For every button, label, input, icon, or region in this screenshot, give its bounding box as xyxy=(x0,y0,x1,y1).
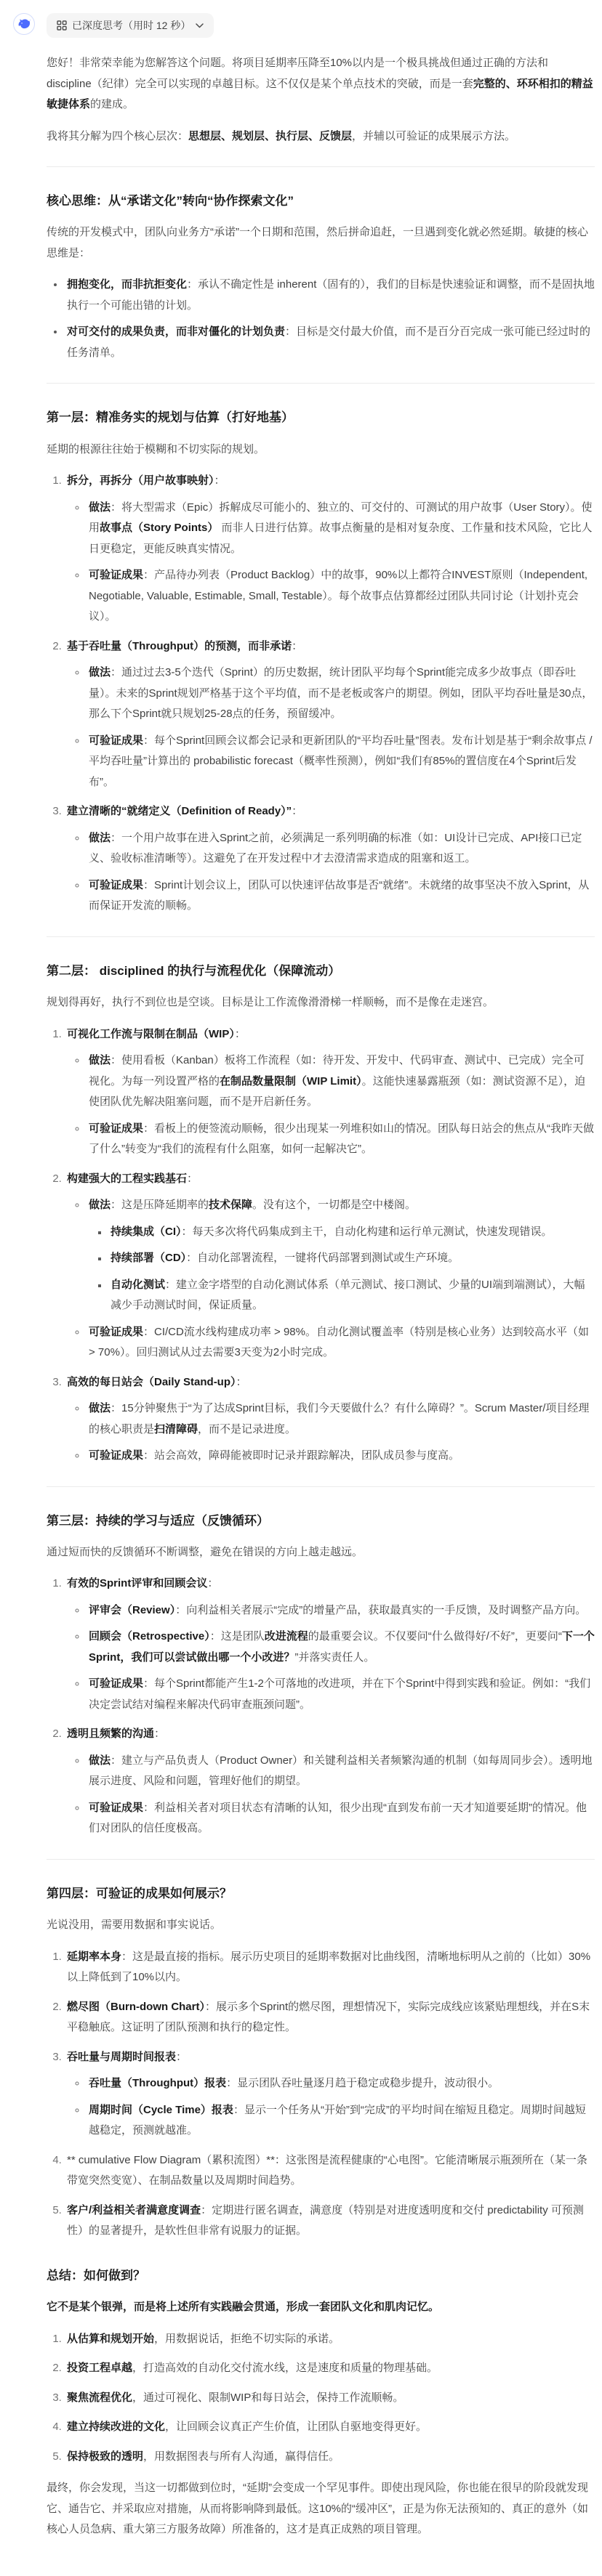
paragraph xyxy=(47,440,595,461)
list-item xyxy=(87,1674,595,1715)
text-run: ： xyxy=(234,1027,246,1040)
section-heading xyxy=(47,192,595,211)
list-item xyxy=(87,1195,595,1316)
list-item xyxy=(65,1169,595,1364)
text-run: ：定期进行匿名调查，满意度（特别是对进度透明度和交付 predictability 可预测性）的显著提升，是软性但非常有说服力的证据。 xyxy=(67,2203,584,2237)
bold-text: 燃尽图（Burn-down Chart） xyxy=(67,2000,205,2013)
bold-text: 做法 xyxy=(89,831,111,844)
list-item xyxy=(65,1724,595,1839)
bullet-list xyxy=(47,275,595,363)
bold-text: 做法 xyxy=(89,666,111,679)
chevron-down-icon xyxy=(196,23,204,28)
list-item xyxy=(65,2200,595,2242)
text-run: ：每天多次将代码集成到主干，自动化构建和运行单元测试，快速发现错误。 xyxy=(181,1225,553,1238)
bold-text: 聚焦流程优化 xyxy=(67,2391,133,2404)
text-run: 第三层：持续的学习与适应（反馈循环） xyxy=(47,1513,269,1528)
bullet-list xyxy=(67,498,595,628)
bold-text: 扫清障碍 xyxy=(154,1422,198,1435)
bullet-list xyxy=(67,1600,595,1716)
list-item xyxy=(87,2073,595,2094)
list-item xyxy=(65,2358,595,2379)
text-run: ：这是最直接的指标。展示历史项目的延期率数据对比曲线图，清晰地标明从之前的（比如）30%以上降低到了10%以内。 xyxy=(67,1950,591,1984)
list-item xyxy=(87,498,595,560)
bullet-list xyxy=(67,1398,595,1467)
bold-text: 技术保障 xyxy=(209,1199,253,1212)
text-run: 而非人日进行估算。故事点衡量的是相对复杂度、工作量和技术风险，它比人日更稳定，更能反映真实情况。 xyxy=(89,522,593,555)
section-divider xyxy=(47,166,595,167)
list-item xyxy=(87,828,595,870)
text-run: ”并落实责任人。 xyxy=(294,1650,375,1664)
bold-text: 有效的Sprint评审和回顾会议 xyxy=(67,1577,208,1590)
text-run: ，并辅以可验证的成果展示方法。 xyxy=(352,129,516,142)
bold-text: 可验证成果 xyxy=(89,1325,144,1338)
bold-text: 透明且频繁的沟通 xyxy=(67,1728,155,1741)
section-divider xyxy=(47,383,595,384)
list-item xyxy=(65,2417,595,2438)
list-item xyxy=(65,2150,595,2192)
list-item xyxy=(65,1997,595,2038)
text-run: ： xyxy=(292,639,303,652)
list-item xyxy=(87,875,595,917)
text-run: ：显示团队吞吐量逐月趋于稳定或稳步提升，波动很小。 xyxy=(226,2077,499,2090)
text-run: 最终，你会发现，当这一切都做到位时，“延期”会变成一个罕见事件。即使出现风险，你也能在很早的阶段就发现它、通告它、并采取应对措施，从而将影响降到最低。这10%的“缓冲区”，正是为你无法预知的、真正的意外（如核心人员急病、重大第三方服务故障）所准备的，这才是真正成熟的项目管理。 xyxy=(47,2482,589,2536)
text-run: ，打造高效的自动化交付流水线，这是速度和质量的物理基础。 xyxy=(132,2362,438,2375)
text-run: 光说没用，需要用数据和事实说话。 xyxy=(47,1919,222,1932)
bold-text: 拆分，再拆分（用户故事映射） xyxy=(67,474,214,487)
bold-text: 做法 xyxy=(89,1054,111,1067)
paragraph xyxy=(47,53,595,116)
text-run: ：15分钟聚焦于“为了达成Sprint目标，我们今天要做什么？有什么障碍？”。Scrum Master/项目经理的核心职责是 xyxy=(89,1402,590,1435)
text-run: 。这能快速暴露瓶颈（如：测试资源不足），迫使团队优先解决阻塞问题，而不是开启新任务。 xyxy=(89,1074,586,1109)
bullet-list xyxy=(67,663,595,793)
section-divider xyxy=(47,1859,595,1860)
text-run: 传统的开发模式中，团队向业务方“承诺”一个日期和范围，然后拼命追赶，一旦遇到变化就必然延期。敏捷的核心思维是： xyxy=(47,226,588,259)
text-run: 第四层：可验证的成果如何展示？ xyxy=(47,1886,232,1900)
message-content-column xyxy=(47,13,595,2551)
bold-text: 吞吐量与周期时间报表 xyxy=(67,2050,177,2063)
bold-text: 建立持续改进的文化 xyxy=(67,2421,166,2434)
text-run: ：向利益相关者展示“完成”的增量产品，获取最真实的一手反馈，及时调整产品方向。 xyxy=(175,1603,587,1616)
list-item xyxy=(87,731,595,793)
bold-text: 吞吐量（Throughput）报表 xyxy=(89,2077,227,2090)
text-run: ** cumulative Flow Diagram（累积流图）**：这张图是流程健康的“心电图”。它能清晰展示瓶颈所在（某一条带宽突然变宽）、在制品数量以及周期时间趋势。 xyxy=(67,2153,587,2187)
text-run: ：将大型需求（Epic）拆解成尽可能小的、独立的、可交付的、可测试的用户故事（User Story）。使用 xyxy=(89,501,593,535)
text-run: ： xyxy=(176,2050,188,2063)
list-item xyxy=(65,1947,595,1988)
paragraph xyxy=(47,126,595,147)
section-heading xyxy=(47,962,595,981)
text-run: 的最重要会议。不仅要问“什么做得好/不好”，更要问“ xyxy=(308,1630,562,1643)
list-item xyxy=(65,2047,595,2142)
text-run: 规划得再好，执行不到位也是空谈。目标是让工作流像滑滑梯一样顺畅，而不是像在走迷宫。 xyxy=(47,996,494,1009)
text-run: ，通过可视化、限制WIP和每日站会，保持工作流顺畅。 xyxy=(132,2391,404,2404)
list-item xyxy=(108,1275,595,1316)
bold-text: 自动化测试 xyxy=(111,1278,166,1291)
text-run: ：自动化部署流程，一键将代码部署到测试或生产环境。 xyxy=(186,1252,459,1265)
bold-text: 可验证成果 xyxy=(89,878,144,891)
text-run: ： xyxy=(207,1577,219,1590)
list-item xyxy=(108,1248,595,1269)
list-item xyxy=(65,1372,595,1467)
bullet-list xyxy=(67,1195,595,1364)
list-item xyxy=(65,801,595,917)
list-item xyxy=(87,1050,595,1113)
text-run: ：建立与产品负责人（Product Owner）和关键利益相关者频繁沟通的机制（如每周同步会）。透明地展示进度、风险和问题，管理好他们的期望。 xyxy=(89,1754,593,1788)
text-run: 延期的根源往往始于模糊和不切实际的规划。 xyxy=(47,442,265,455)
text-run: ：产品待办列表（Product Backlog）中的故事，90%以上都符合INVEST原则（Independent, Negotiable, Valuable, Estimable, Small, Testable）。每个故事点估算都经过团队共同讨论（计划扑克会议）。 xyxy=(89,569,588,623)
bullet-list xyxy=(67,1050,595,1160)
paragraph xyxy=(47,992,595,1013)
paragraph xyxy=(47,1915,595,1936)
list-item xyxy=(87,2100,595,2142)
text-run: ： xyxy=(236,1375,247,1388)
bold-text: 可验证成果 xyxy=(89,1122,144,1135)
list-item xyxy=(65,1573,595,1715)
list-item xyxy=(65,1024,595,1160)
text-run: ：Sprint计划会议上，团队可以快速评估故事是否“就绪”。未就绪的故事坚决不放入Sprint，从而保证开发流的顺畅。 xyxy=(89,878,590,912)
bold-text: 可验证成果 xyxy=(89,1449,144,1462)
text-run: ：每个Sprint回顾会议都会记录和更新团队的“平均吞吐量”图表。发布计划是基于“剩余故事点 / 平均吞吐量”计算出的 probabilistic forecast（概率性预测），例如“我们有85%的置信度在4个Sprint后发布”。 xyxy=(89,734,593,788)
bold-text: 周期时间（Cycle Time）报表 xyxy=(89,2103,233,2116)
list-item xyxy=(87,1398,595,1440)
bold-text: 延期率本身 xyxy=(67,1950,122,1963)
text-run: 通过短而快的反馈循环不断调整，避免在错误的方向上越走越远。 xyxy=(47,1545,364,1558)
text-run: ：看板上的便签流动顺畅，很少出现某一列堆积如山的情况。团队每日站会的焦点从“我昨天做了什么”转变为“我们的流程有什么阻塞，如何一起解决它”。 xyxy=(89,1122,595,1156)
bold-text: 做法 xyxy=(89,1402,111,1415)
bold-text: 做法 xyxy=(89,501,111,514)
text-run: 第一层：精准务实的规划与估算（打好地基） xyxy=(47,410,294,425)
text-run: ： xyxy=(187,1172,198,1185)
list-item xyxy=(87,1798,595,1839)
bold-text: 可视化工作流与限制在制品（WIP） xyxy=(67,1027,235,1040)
ordered-list xyxy=(47,1024,595,1467)
bold-text: 持续部署（CD） xyxy=(111,1252,187,1265)
list-item xyxy=(87,1627,595,1668)
bullet-list xyxy=(67,2073,595,2142)
text-run: ：利益相关者对项目状态有清晰的认知，很少出现“直到发布前一天才知道要延期”的情况。他们对团队的信任度极高。 xyxy=(89,1801,587,1835)
deep-think-toggle[interactable] xyxy=(47,13,214,38)
bold-text: 构建强大的工程实践基石 xyxy=(67,1172,188,1185)
text-run: ：一个用户故事在进入Sprint之前，必须满足一系列明确的标准（如：UI设计已完成、API接口已定义、验收标准清晰等）。这避免了在开发过程中才去澄清需求造成的阻塞和返工。 xyxy=(89,831,582,865)
text-run: ：显示一个任务从“开始”到“完成”的平均时间在缩短且稳定。周期时间越短越稳定，预测就越准。 xyxy=(89,2103,586,2137)
bold-text: 拥抱变化，而非抗拒变化 xyxy=(67,278,188,291)
bold-text: 从估算和规划开始 xyxy=(67,2332,155,2345)
list-item xyxy=(108,1222,595,1243)
list-item xyxy=(87,565,595,628)
text-run: ，而不是记录进度。 xyxy=(198,1422,297,1435)
list-item xyxy=(65,471,595,628)
text-run: ：这是团队 xyxy=(209,1630,265,1643)
bold-text: 思想层、规划层、执行层、反馈层 xyxy=(188,129,353,142)
text-run: ：目标是交付最大价值，而不是百分百完成一张可能已经过时的任务清单。 xyxy=(67,325,591,359)
text-run: ：站会高效，障碍能被即时记录并跟踪解决，团队成员参与度高。 xyxy=(143,1449,460,1462)
bold-text: 在制品数量限制（WIP Limit） xyxy=(220,1074,362,1087)
list-item xyxy=(87,1751,595,1792)
paragraph xyxy=(47,2478,595,2540)
text-run: 总结：如何做到？ xyxy=(47,2268,145,2283)
bullet-list xyxy=(67,828,595,917)
bullet-list xyxy=(67,1751,595,1839)
deepseek-whale-icon xyxy=(17,17,31,31)
text-run: ：建立金字塔型的自动化测试体系（单元测试、接口测试、少量的UI端到端测试），大幅减少手动测试时间，保证质量。 xyxy=(111,1278,585,1312)
assistant-avatar xyxy=(13,13,35,35)
text-run: ： xyxy=(154,1728,166,1741)
text-run: ：使用看板（Kanban）板将工作流程（如：待开发、开发中、代码审查、测试中、已完成）完全可视化。为每一列设置严格的 xyxy=(89,1054,585,1087)
list-item xyxy=(87,1322,595,1364)
assistant-reply-markdown xyxy=(47,53,595,2540)
bold-text: 可验证成果 xyxy=(89,569,144,582)
list-item xyxy=(65,636,595,793)
bold-text: 下一个Sprint，我们可以尝试做出哪一个小改进？ xyxy=(89,1630,595,1664)
section-heading xyxy=(47,1512,595,1531)
text-run: 第二层： disciplined 的执行与流程优化（保障流动） xyxy=(47,963,341,978)
list-item xyxy=(65,322,595,363)
bold-text: 做法 xyxy=(89,1754,111,1767)
paragraph xyxy=(47,1542,595,1563)
list-item xyxy=(87,1119,595,1160)
text-run: ： xyxy=(214,474,225,487)
text-run: ：每个Sprint都能产生1-2个可落地的改进项，并在下个Sprint中得到实践和验证。例如：“我们决定尝试结对编程来解决代码审查瓶颈问题”。 xyxy=(89,1677,591,1711)
bold-text: 可验证成果 xyxy=(89,734,144,747)
bold-text: 完整的、环环相扣的精益敏捷体系 xyxy=(47,77,593,110)
ordered-list xyxy=(47,1573,595,1839)
bold-text: 改进流程 xyxy=(264,1630,308,1643)
text-run: ：CI/CD流水线构建成功率 > 98%。自动化测试覆盖率（特别是核心业务）达到较高水平（如 > 70%）。回归测试从过去需要3天变为2小时完成。 xyxy=(89,1325,589,1359)
bold-text: 对可交付的成果负责，而非对僵化的计划负责 xyxy=(67,325,286,339)
bold-text: 客户/利益相关者满意度调查 xyxy=(67,2203,201,2216)
paragraph xyxy=(47,2297,595,2318)
text-run: ，让回顾会议真正产生价值，让团队自驱地变得更好。 xyxy=(165,2421,428,2434)
bold-text: 回顾会（Retrospective） xyxy=(89,1630,210,1643)
bold-text: 基于吞吐量（Throughput）的预测，而非承诺 xyxy=(67,639,292,652)
text-run: ，用数据图表与所有人沟通，赢得信任。 xyxy=(143,2450,340,2463)
bold-text: 保持极致的透明 xyxy=(67,2450,144,2463)
section-heading xyxy=(47,1884,595,1903)
text-run: 我将其分解为四个核心层次： xyxy=(47,129,189,142)
bold-text: 它不是某个银弹，而是将上述所有实践融会贯通，形成一套团队文化和肌肉记忆。 xyxy=(47,2301,440,2314)
bold-text: 投资工程卓越 xyxy=(67,2362,133,2375)
text-run: 您好！非常荣幸能为您解答这个问题。将项目延期率压降至10%以内是一个极具挑战但通过正确的方法和 discipline（纪律）完全可以实现的卓越目标。这不仅仅是某个单点技术的突破，而是一套 xyxy=(47,57,549,90)
bold-text: 建立清晰的“就绪定义（Definition of Ready）” xyxy=(67,805,292,818)
section-heading xyxy=(47,2267,595,2285)
paragraph xyxy=(47,222,595,264)
list-item xyxy=(87,1600,595,1621)
text-run: ：这是压降延期率的 xyxy=(111,1199,209,1212)
list-item xyxy=(87,663,595,725)
bullet-list xyxy=(89,1222,595,1316)
text-run: ：展示多个Sprint的燃尽图，理想情况下，实际完成线应该紧贴理想线，并在S末平稳触底。这证明了团队预测和执行的稳定性。 xyxy=(67,2000,590,2034)
bold-text: 做法 xyxy=(89,1199,111,1212)
list-item xyxy=(87,1446,595,1467)
section-divider xyxy=(47,1486,595,1487)
list-item xyxy=(65,2329,595,2350)
ordered-list xyxy=(47,2329,595,2468)
deep-think-label: 已深度思考（用时 12 秒） xyxy=(72,20,191,31)
text-run: 核心思维：从“承诺文化”转向“协作探索文化” xyxy=(47,194,294,208)
bold-text: 可验证成果 xyxy=(89,1677,144,1690)
bold-text: 持续集成（CI） xyxy=(111,1225,182,1238)
text-run: 。没有这个，一切都是空中楼阁。 xyxy=(252,1199,417,1212)
bold-text: 可验证成果 xyxy=(89,1801,144,1814)
section-divider xyxy=(47,936,595,937)
deepthink-grid-icon xyxy=(57,20,67,31)
text-run: 的建成。 xyxy=(90,98,135,110)
list-item xyxy=(65,275,595,316)
text-run: ：通过过去3-5个迭代（Sprint）的历史数据，统计团队平均每个Sprint能完成多少故事点（即吞吐量）。未来的Sprint规划严格基于这个平均值，而不是老板或客户的期望。例如，团队平均吞吐量是30点，那么下个Sprint就只规划25-28点的任务，预留缓冲。 xyxy=(89,666,593,721)
bold-text: 高效的每日站会（Daily Stand-up） xyxy=(67,1375,236,1388)
text-run: ，用数据说话，拒绝不切实际的承诺。 xyxy=(154,2332,340,2345)
ordered-list xyxy=(47,471,595,917)
text-run: ：承认不确定性是 inherent（固有的），我们的目标是快速验证和调整，而不是固执地执行一个可能出错的计划。 xyxy=(67,278,595,312)
section-heading xyxy=(47,408,595,427)
bold-text: 评审会（Review） xyxy=(89,1603,176,1616)
list-item xyxy=(65,2447,595,2468)
bold-text: 故事点（Story Points） xyxy=(100,522,219,535)
text-run: ： xyxy=(292,805,303,818)
ordered-list xyxy=(47,1947,595,2242)
